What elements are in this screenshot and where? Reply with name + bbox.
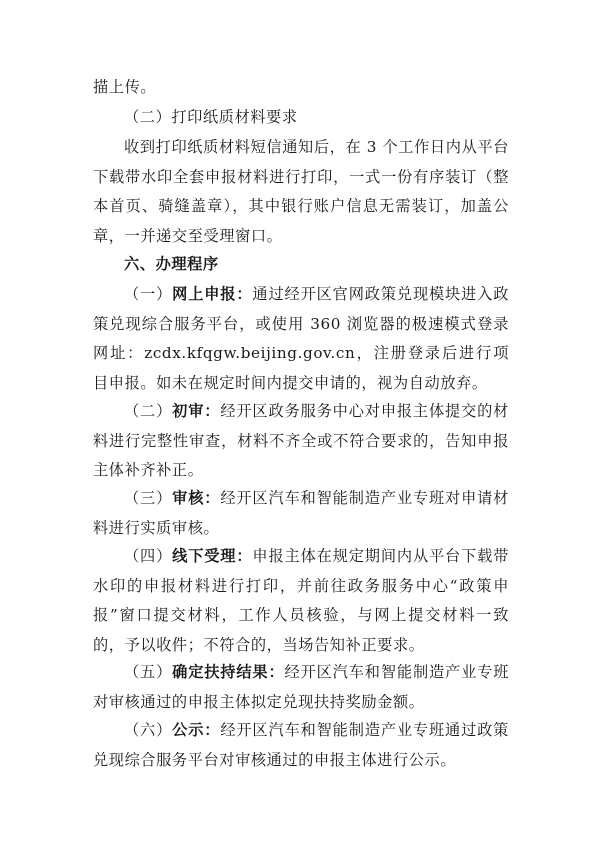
step-review (93, 484, 509, 543)
continued-text: 描上传。 (93, 78, 157, 96)
print-requirements-text: 收到打印纸质材料短信通知后，在 3 个工作日内从平台下载带水印全套申报材料进行打印，一式一份有序装订（整本首页、骑缝盖章），其中银行账户信息无需装订，加盖公章，一并递交至受理窗口。 (93, 138, 509, 245)
step-offline-acceptance (93, 542, 509, 660)
step-text: 经开区政务服务中心对申报主体提交的材料进行完整性审查，材料不齐全或不符合要求的，告知申报主体补齐补正。 (93, 402, 509, 480)
step-text: 经开区汽车和智能制造产业专班通过政策兑现综合服务平台对审核通过的申报主体进行公示。 (93, 721, 509, 769)
step-text: 申报主体在规定期间内从平台下载带水印的申报材料进行打印，并前往政务服务中心“政策申报”窗口提交材料，工作人员核验，与网上提交材料一致的，予以收件；不符合的，当场告知补正要求。 (93, 547, 509, 654)
step-text: 经开区汽车和智能制造产业专班对申请材料进行实质审核。 (93, 489, 509, 537)
step-label: 审核： (172, 489, 221, 507)
step-preliminary-review (93, 397, 509, 486)
section-heading-procedure (93, 250, 509, 280)
subheading-print-requirements (93, 103, 509, 133)
step-prefix: （五） (124, 663, 173, 681)
print-requirements-paragraph (93, 133, 509, 251)
step-label: 线下受理： (172, 547, 253, 565)
step-label: 初审： (172, 402, 221, 420)
step-text: 通过经开区官网政策兑现模块进入政策兑现综合服务平台，或使用 360 浏览器的极速模式登录网址：zcdx.kfqgw.beijing.gov.cn，注册登录后进行项目申报。如未在规定时间内提交申请的，视为自动放弃。 (93, 285, 509, 392)
step-label: 确定扶持结果： (172, 663, 285, 681)
step-prefix: （二） (124, 402, 173, 420)
step-determine-support (93, 658, 509, 717)
step-prefix: （四） (124, 547, 173, 565)
step-label: 网上申报： (172, 285, 253, 303)
step-prefix: （六） (124, 721, 173, 739)
section-heading-text: 六、办理程序 (124, 255, 219, 273)
step-text: 经开区汽车和智能制造产业专班对审核通过的申报主体拟定兑现扶持奖励金额。 (93, 663, 509, 711)
step-prefix: （一） (124, 285, 173, 303)
continued-paragraph (93, 73, 509, 103)
step-prefix: （三） (124, 489, 173, 507)
step-public-notice (93, 716, 509, 775)
step-label: 公示： (172, 721, 221, 739)
subheading-text: （二）打印纸质材料要求 (124, 108, 298, 126)
step-online-application (93, 280, 509, 398)
